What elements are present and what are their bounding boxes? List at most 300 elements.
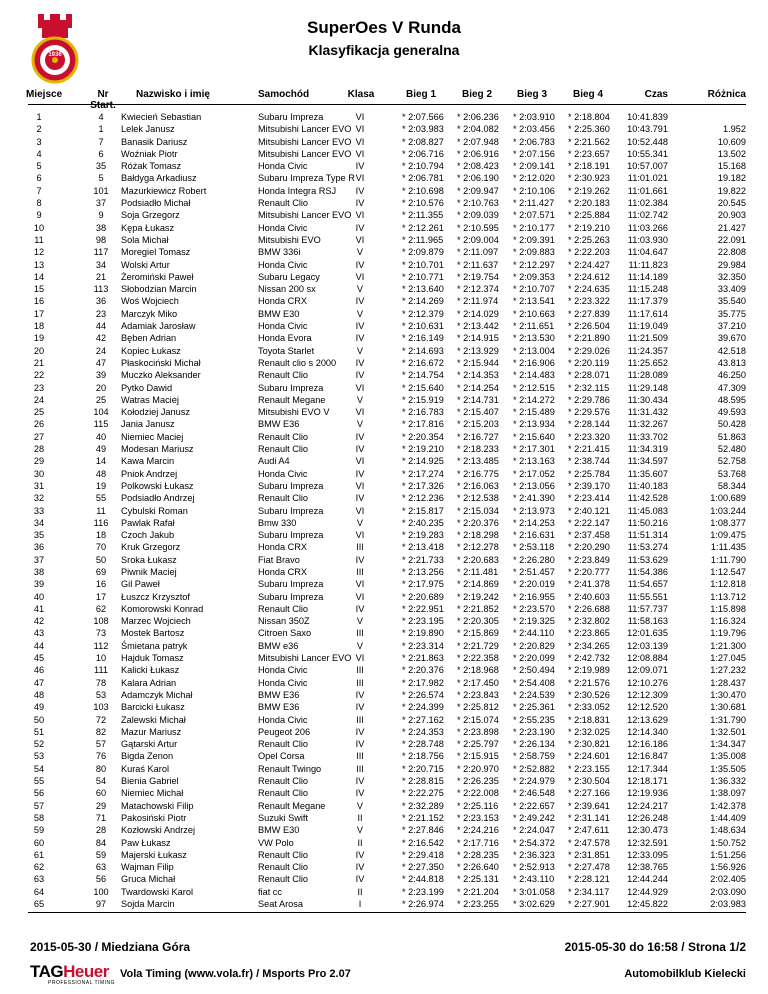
- cell-b4: * 2:27.478: [568, 862, 610, 873]
- cell-diff: 1:19.796: [710, 628, 746, 639]
- cell-b3: * 2:20.829: [513, 640, 555, 651]
- cell-name: Wolski Artur: [121, 259, 170, 270]
- cell-b3: * 2:13.056: [513, 480, 555, 491]
- cell-b4: * 2:20.119: [568, 357, 610, 368]
- cell-start: 59: [95, 849, 107, 860]
- cell-b2: * 2:25.797: [457, 739, 499, 750]
- cell-b2: * 2:09.004: [457, 234, 499, 245]
- cell-name: Różak Tomasz: [121, 161, 182, 172]
- cell-car: Subaru Impreza: [258, 530, 324, 541]
- cell-b1: * 2:23.314: [402, 640, 444, 651]
- cell-b2: * 2:20.683: [457, 554, 499, 565]
- cell-pos: 27: [33, 431, 45, 442]
- table-row: [0, 369, 768, 381]
- cell-name: Gruca Michał: [121, 874, 176, 885]
- cell-name: Kalicki Łukasz: [121, 665, 180, 676]
- cell-b4: * 2:28.071: [568, 370, 610, 381]
- cell-b4: * 2:18.831: [568, 714, 610, 725]
- cell-b2: * 2:13.442: [457, 321, 499, 332]
- cell-name: Bałdyga Arkadiusz: [121, 173, 197, 184]
- cell-b4: * 2:31.851: [568, 849, 610, 860]
- table-row: [0, 664, 768, 676]
- cell-pos: 54: [33, 763, 45, 774]
- cell-class: IV: [355, 788, 365, 799]
- cell-b3: * 2:17.052: [513, 468, 555, 479]
- table-row: [0, 652, 768, 664]
- table-row: [0, 148, 768, 160]
- cell-time: 12:18.171: [627, 776, 668, 787]
- cell-time: 12:10.276: [627, 677, 668, 688]
- cell-b2: * 2:06.236: [457, 112, 499, 122]
- cell-b2: * 2:09.947: [457, 185, 499, 196]
- cell-car: Mitsubishi EVO: [258, 234, 321, 245]
- cell-name: Gil Paweł: [121, 579, 160, 590]
- cell-name: Sojda Marcin: [121, 899, 175, 909]
- cell-b2: * 2:14.869: [457, 579, 499, 590]
- cell-b2: * 2:14.353: [457, 370, 499, 381]
- cell-pos: 18: [33, 321, 45, 332]
- cell-time: 11:45.083: [627, 505, 668, 516]
- cell-b1: * 2:29.418: [402, 849, 444, 860]
- cell-pos: 35: [33, 530, 45, 541]
- cell-class: VI: [355, 530, 365, 541]
- cell-pos: 41: [33, 603, 45, 614]
- cell-b1: * 2:26.574: [402, 689, 444, 700]
- cell-start: 38: [95, 222, 107, 233]
- cell-class: VI: [355, 124, 365, 135]
- cell-pos: 12: [33, 247, 45, 258]
- cell-name: Żeromiński Paweł: [121, 271, 194, 282]
- cell-b4: * 2:21.890: [568, 333, 610, 344]
- cell-b3: * 2:36.323: [513, 849, 555, 860]
- cell-b4: * 2:28.121: [568, 874, 610, 885]
- cell-time: 11:24.357: [627, 345, 668, 356]
- cell-diff: 1.952: [723, 124, 746, 135]
- table-row: [0, 898, 768, 910]
- cell-diff: 1:48.634: [710, 825, 746, 836]
- cell-b1: * 2:06.716: [402, 148, 444, 159]
- cell-b2: * 2:17.450: [457, 677, 499, 688]
- cell-car: Mitsubishi Lancer EVO: [258, 210, 352, 221]
- cell-b2: * 2:12.538: [457, 493, 499, 504]
- col-class: Klasa: [347, 89, 375, 100]
- cell-name: Mostek Bartosz: [121, 628, 185, 639]
- cell-start: 44: [95, 321, 107, 332]
- cell-b4: * 2:22.203: [568, 247, 610, 258]
- cell-pos: 2: [36, 124, 42, 135]
- cell-b4: * 2:28.144: [568, 419, 610, 430]
- cell-b3: * 2:23.190: [513, 726, 555, 737]
- cell-b1: * 2:13.640: [402, 284, 444, 295]
- cell-class: VI: [355, 456, 365, 467]
- cell-class: IV: [355, 431, 365, 442]
- cell-pos: 43: [33, 628, 45, 639]
- cell-pos: 49: [33, 702, 45, 713]
- tagheuer-subtitle: PROFESSIONAL TIMING: [48, 980, 116, 986]
- cell-b1: * 2:21.863: [402, 653, 444, 664]
- cell-b4: * 2:26.688: [568, 603, 610, 614]
- cell-diff: 48.595: [717, 394, 746, 405]
- cell-b1: * 2:17.816: [402, 419, 444, 430]
- cell-b2: * 2:11.637: [457, 259, 499, 270]
- cell-b1: * 2:28.815: [402, 776, 444, 787]
- cell-b4: * 2:40.603: [568, 591, 610, 602]
- cell-pos: 17: [33, 308, 45, 319]
- cell-name: Pniok Andrzej: [121, 468, 178, 479]
- cell-pos: 61: [33, 849, 45, 860]
- cell-start: 57: [95, 739, 107, 750]
- col-pos: Miejsce: [26, 89, 63, 100]
- cell-name: Sroka Łukasz: [121, 554, 177, 565]
- cell-car: Renault Clio: [258, 862, 309, 873]
- cell-b1: * 2:13.418: [402, 542, 444, 553]
- cell-diff: 1:11.435: [710, 542, 746, 553]
- cell-b1: * 2:21.733: [402, 554, 444, 565]
- cell-name: Piwnik Maciej: [121, 566, 177, 577]
- cell-b4: * 2:25.884: [568, 210, 610, 221]
- cell-class: V: [356, 616, 364, 627]
- footer-date-place: 2015-05-30 / Miedziana Góra: [30, 940, 191, 954]
- table-row: [0, 308, 768, 320]
- cell-name: Adamiak Jarosław: [121, 321, 196, 332]
- table-row: [0, 873, 768, 885]
- cell-b3: * 2:24.539: [513, 689, 555, 700]
- cell-time: 12:38.765: [627, 862, 668, 873]
- cell-class: VI: [355, 271, 365, 282]
- cell-pos: 32: [33, 493, 45, 504]
- cell-class: IV: [355, 333, 365, 344]
- cell-b1: * 2:14.693: [402, 345, 444, 356]
- cell-pos: 58: [33, 812, 45, 823]
- cell-time: 10:52.448: [627, 136, 668, 147]
- cell-b3: * 2:13.973: [513, 505, 555, 516]
- table-row: [0, 111, 768, 123]
- cell-car: Renault Megane: [258, 800, 326, 811]
- cell-diff: 1:36.332: [710, 776, 746, 787]
- cell-class: VI: [355, 579, 365, 590]
- cell-b4: * 2:30.923: [568, 173, 610, 184]
- cell-car: Honda CRX: [258, 296, 308, 307]
- cell-start: 62: [95, 603, 107, 614]
- table-row: [0, 431, 768, 443]
- cell-start: 19: [95, 480, 107, 491]
- cell-car: Renault Megane: [258, 394, 326, 405]
- cell-name: Gątarski Artur: [121, 739, 178, 750]
- cell-b1: * 2:15.919: [402, 394, 444, 405]
- cell-start: 69: [95, 566, 107, 577]
- cell-b2: * 2:04.082: [457, 124, 499, 135]
- cell-pos: 11: [34, 234, 44, 245]
- cell-b1: * 2:14.269: [402, 296, 444, 307]
- cell-b2: * 2:22.008: [457, 788, 499, 799]
- cell-time: 10:41.839: [627, 112, 668, 122]
- cell-pos: 15: [33, 284, 45, 295]
- table-header: [0, 89, 768, 111]
- cell-pos: 13: [33, 259, 45, 270]
- cell-time: 11:29.148: [627, 382, 668, 393]
- col-start: Nr Start.: [90, 89, 116, 111]
- cell-b1: * 2:20.376: [402, 665, 444, 676]
- table-row: [0, 750, 768, 762]
- table-row: [0, 160, 768, 172]
- col-name: Nazwisko i imię: [136, 89, 210, 100]
- cell-pos: 5: [36, 161, 42, 172]
- cell-time: 10:55.341: [627, 148, 668, 159]
- cell-class: III: [356, 677, 364, 688]
- cell-pos: 63: [33, 874, 45, 885]
- table-row: [0, 222, 768, 234]
- table-row: [0, 787, 768, 799]
- cell-diff: 1:35.505: [710, 763, 746, 774]
- cell-b2: * 2:22.358: [457, 653, 499, 664]
- cell-start: 116: [93, 517, 109, 528]
- table-row: [0, 603, 768, 615]
- cell-b3: * 2:26.134: [513, 739, 555, 750]
- cell-pos: 33: [33, 505, 45, 516]
- cell-b4: * 2:21.415: [568, 444, 610, 455]
- table-row: [0, 861, 768, 873]
- cell-b3: * 2:12.020: [513, 173, 555, 184]
- table-row: [0, 886, 768, 898]
- cell-b3: * 2:20.099: [513, 653, 555, 664]
- cell-b2: * 2:25.131: [457, 874, 499, 885]
- cell-car: Honda Civic: [258, 259, 308, 270]
- table-row: [0, 578, 768, 590]
- col-b2: Bieg 2: [462, 89, 493, 100]
- cell-car: Renault Clio: [258, 431, 309, 442]
- cell-class: II: [357, 837, 363, 848]
- col-b1: Bieg 1: [406, 89, 437, 100]
- cell-time: 11:35.607: [627, 468, 668, 479]
- cell-pos: 51: [33, 726, 45, 737]
- cell-start: 108: [93, 616, 109, 627]
- cell-car: Peugeot 206: [258, 726, 311, 737]
- cell-car: Subaru Legacy: [258, 271, 320, 282]
- cell-b4: * 2:23.865: [568, 628, 610, 639]
- cell-b3: * 2:52.882: [513, 763, 555, 774]
- cell-b1: * 2:10.771: [402, 271, 444, 282]
- cell-diff: 1:42.378: [710, 800, 746, 811]
- cell-time: 12:24.217: [627, 800, 668, 811]
- cell-b2: * 2:09.039: [457, 210, 499, 221]
- cell-time: 11:14.189: [627, 271, 668, 282]
- table-row: [0, 357, 768, 369]
- cell-pos: 3: [36, 136, 42, 147]
- cell-name: Adamczyk Michał: [121, 689, 193, 700]
- cell-car: Subaru Impreza: [258, 480, 324, 491]
- cell-start: 10: [95, 653, 107, 664]
- cell-car: Nissan 200 sx: [258, 284, 316, 295]
- cell-diff: 53.768: [717, 468, 746, 479]
- cell-class: IV: [355, 874, 365, 885]
- cell-diff: 33.409: [717, 284, 746, 295]
- tag-brand: TAG: [30, 962, 64, 981]
- cell-diff: 58.344: [717, 480, 746, 491]
- table-row: [0, 197, 768, 209]
- cell-b1: * 2:19.890: [402, 628, 444, 639]
- cell-b3: * 2:19.325: [513, 616, 555, 627]
- cell-b2: * 2:25.116: [457, 800, 499, 811]
- cell-pos: 34: [33, 517, 45, 528]
- cell-b2: * 2:07.948: [457, 136, 499, 147]
- cell-name: Mazur Mariusz: [121, 726, 182, 737]
- cell-b3: * 2:24.047: [513, 825, 555, 836]
- table-row: [0, 185, 768, 197]
- cell-b1: * 2:17.326: [402, 480, 444, 491]
- cell-car: Fiat Bravo: [258, 554, 300, 565]
- table-row: [0, 677, 768, 689]
- cell-b3: * 2:09.141: [513, 161, 555, 172]
- cell-name: Łuszcz Krzysztof: [121, 591, 190, 602]
- cell-b3: * 3:02.629: [513, 899, 555, 909]
- cell-diff: 1:30.470: [710, 689, 746, 700]
- cell-time: 11:03.266: [627, 222, 668, 233]
- cell-time: 11:50.216: [627, 517, 668, 528]
- cell-b4: * 2:33.052: [568, 702, 610, 713]
- cell-class: IV: [355, 554, 365, 565]
- cell-b2: * 2:20.376: [457, 517, 499, 528]
- cell-car: Renault Twingo: [258, 763, 322, 774]
- cell-pos: 60: [33, 837, 45, 848]
- cell-b4: * 2:24.427: [568, 259, 610, 270]
- cell-car: Renault Clio: [258, 788, 309, 799]
- table-row: [0, 812, 768, 824]
- cell-b2: * 2:16.063: [457, 480, 499, 491]
- cell-diff: 49.593: [717, 407, 746, 418]
- table-row: [0, 554, 768, 566]
- cell-b2: * 2:17.716: [457, 837, 499, 848]
- cell-time: 11:31.432: [627, 407, 668, 418]
- cell-diff: 51.863: [717, 431, 746, 442]
- cell-class: III: [356, 763, 364, 774]
- cell-b3: * 2:07.156: [513, 148, 555, 159]
- cell-time: 11:04.647: [627, 247, 668, 258]
- cell-time: 12:09.071: [627, 665, 668, 676]
- cell-class: IV: [355, 161, 365, 172]
- cell-name: Kozłowski Andrzej: [121, 825, 196, 836]
- cell-b1: * 2:27.350: [402, 862, 444, 873]
- cell-diff: 43.813: [717, 357, 746, 368]
- cell-class: VI: [355, 480, 365, 491]
- cell-car: Audi A4: [258, 456, 290, 467]
- cell-name: Pytko Dawid: [121, 382, 173, 393]
- col-b3: Bieg 3: [517, 89, 548, 100]
- cell-diff: 29.984: [717, 259, 746, 270]
- cell-start: 84: [95, 837, 107, 848]
- header-rule: [28, 104, 746, 105]
- col-car: Samochód: [258, 89, 310, 100]
- cell-start: 50: [95, 554, 107, 565]
- cell-b2: * 2:15.034: [457, 505, 499, 516]
- cell-class: VI: [355, 112, 365, 122]
- cell-b3: * 2:09.883: [513, 247, 555, 258]
- cell-car: Mitsubishi Lancer EVO: [258, 148, 352, 159]
- cell-b2: * 2:18.968: [457, 665, 499, 676]
- cell-time: 11:11.823: [628, 259, 668, 270]
- cell-class: III: [356, 542, 364, 553]
- cell-car: Honda Civic: [258, 161, 308, 172]
- cell-b4: * 2:30.526: [568, 689, 610, 700]
- cell-b4: * 2:29.026: [568, 345, 610, 356]
- cell-b1: * 2:16.542: [402, 837, 444, 848]
- cell-b1: * 2:27.162: [402, 714, 444, 725]
- cell-b2: * 2:25.812: [457, 702, 499, 713]
- cell-start: 76: [95, 751, 107, 762]
- cell-b1: * 2:19.283: [402, 530, 444, 541]
- cell-b4: * 2:27.901: [568, 899, 610, 909]
- cell-name: Marzec Wojciech: [121, 616, 191, 627]
- table-row: [0, 259, 768, 271]
- cell-class: VI: [355, 148, 365, 159]
- cell-pos: 14: [33, 271, 45, 282]
- cell-b1: * 2:15.817: [402, 505, 444, 516]
- cell-b3: * 2:46.548: [513, 788, 555, 799]
- cell-b3: * 2:26.280: [513, 554, 555, 565]
- cell-class: VI: [355, 234, 365, 245]
- cell-time: 11:53.274: [627, 542, 668, 553]
- cell-name: Śmietana patryk: [121, 640, 188, 651]
- cell-pos: 65: [33, 899, 45, 909]
- cell-car: Honda Civic: [258, 677, 308, 688]
- tagheuer-logo: [30, 962, 116, 986]
- cell-diff: 1:27.232: [710, 665, 746, 676]
- cell-class: VI: [355, 653, 365, 664]
- page-subtitle: Klasyfikacja generalna: [308, 42, 460, 58]
- cell-b3: * 2:14.272: [513, 394, 555, 405]
- cell-b3: * 2:58.759: [513, 751, 555, 762]
- cell-diff: 1:38.097: [710, 788, 746, 799]
- cell-class: III: [356, 566, 364, 577]
- cell-class: V: [356, 800, 364, 811]
- cell-b2: * 2:10.595: [457, 222, 499, 233]
- cell-b1: * 2:03.983: [402, 124, 444, 135]
- cell-b2: * 2:19.242: [457, 591, 499, 602]
- cell-b1: * 2:40.235: [402, 517, 444, 528]
- cell-b3: * 2:22.657: [513, 800, 555, 811]
- cell-start: 98: [95, 234, 107, 245]
- cell-pos: 9: [36, 210, 42, 221]
- cell-name: Hajduk Tomasz: [121, 653, 184, 664]
- cell-class: V: [356, 308, 364, 319]
- cell-diff: 39.670: [717, 333, 746, 344]
- cell-diff: 20.903: [717, 210, 746, 221]
- cell-start: 48: [95, 468, 107, 479]
- cell-name: Komorowski Konrad: [121, 603, 204, 614]
- cell-b1: * 2:27.846: [402, 825, 444, 836]
- table-row: [0, 541, 768, 553]
- cell-b3: * 2:14.253: [513, 517, 555, 528]
- cell-time: 12:14.340: [627, 726, 668, 737]
- cell-b2: * 2:15.203: [457, 419, 499, 430]
- cell-b4: * 2:30.821: [568, 739, 610, 750]
- table-row: [0, 468, 768, 480]
- cell-b4: * 2:42.732: [568, 653, 610, 664]
- cell-class: VI: [355, 173, 365, 184]
- cell-diff: 1:12.547: [710, 566, 746, 577]
- cell-pos: 22: [33, 370, 45, 381]
- cell-class: IV: [355, 468, 365, 479]
- cell-car: Subaru Impreza: [258, 382, 324, 393]
- cell-class: VI: [355, 136, 365, 147]
- cell-name: Majerski Łukasz: [121, 849, 187, 860]
- cell-b3: * 2:24.979: [513, 776, 555, 787]
- cell-time: 11:54.657: [627, 579, 668, 590]
- cell-start: 101: [93, 185, 109, 196]
- cell-b1: * 2:21.152: [402, 812, 444, 823]
- cell-start: 78: [95, 677, 107, 688]
- cell-diff: 1:08.377: [710, 517, 746, 528]
- cell-b1: * 2:20.715: [402, 763, 444, 774]
